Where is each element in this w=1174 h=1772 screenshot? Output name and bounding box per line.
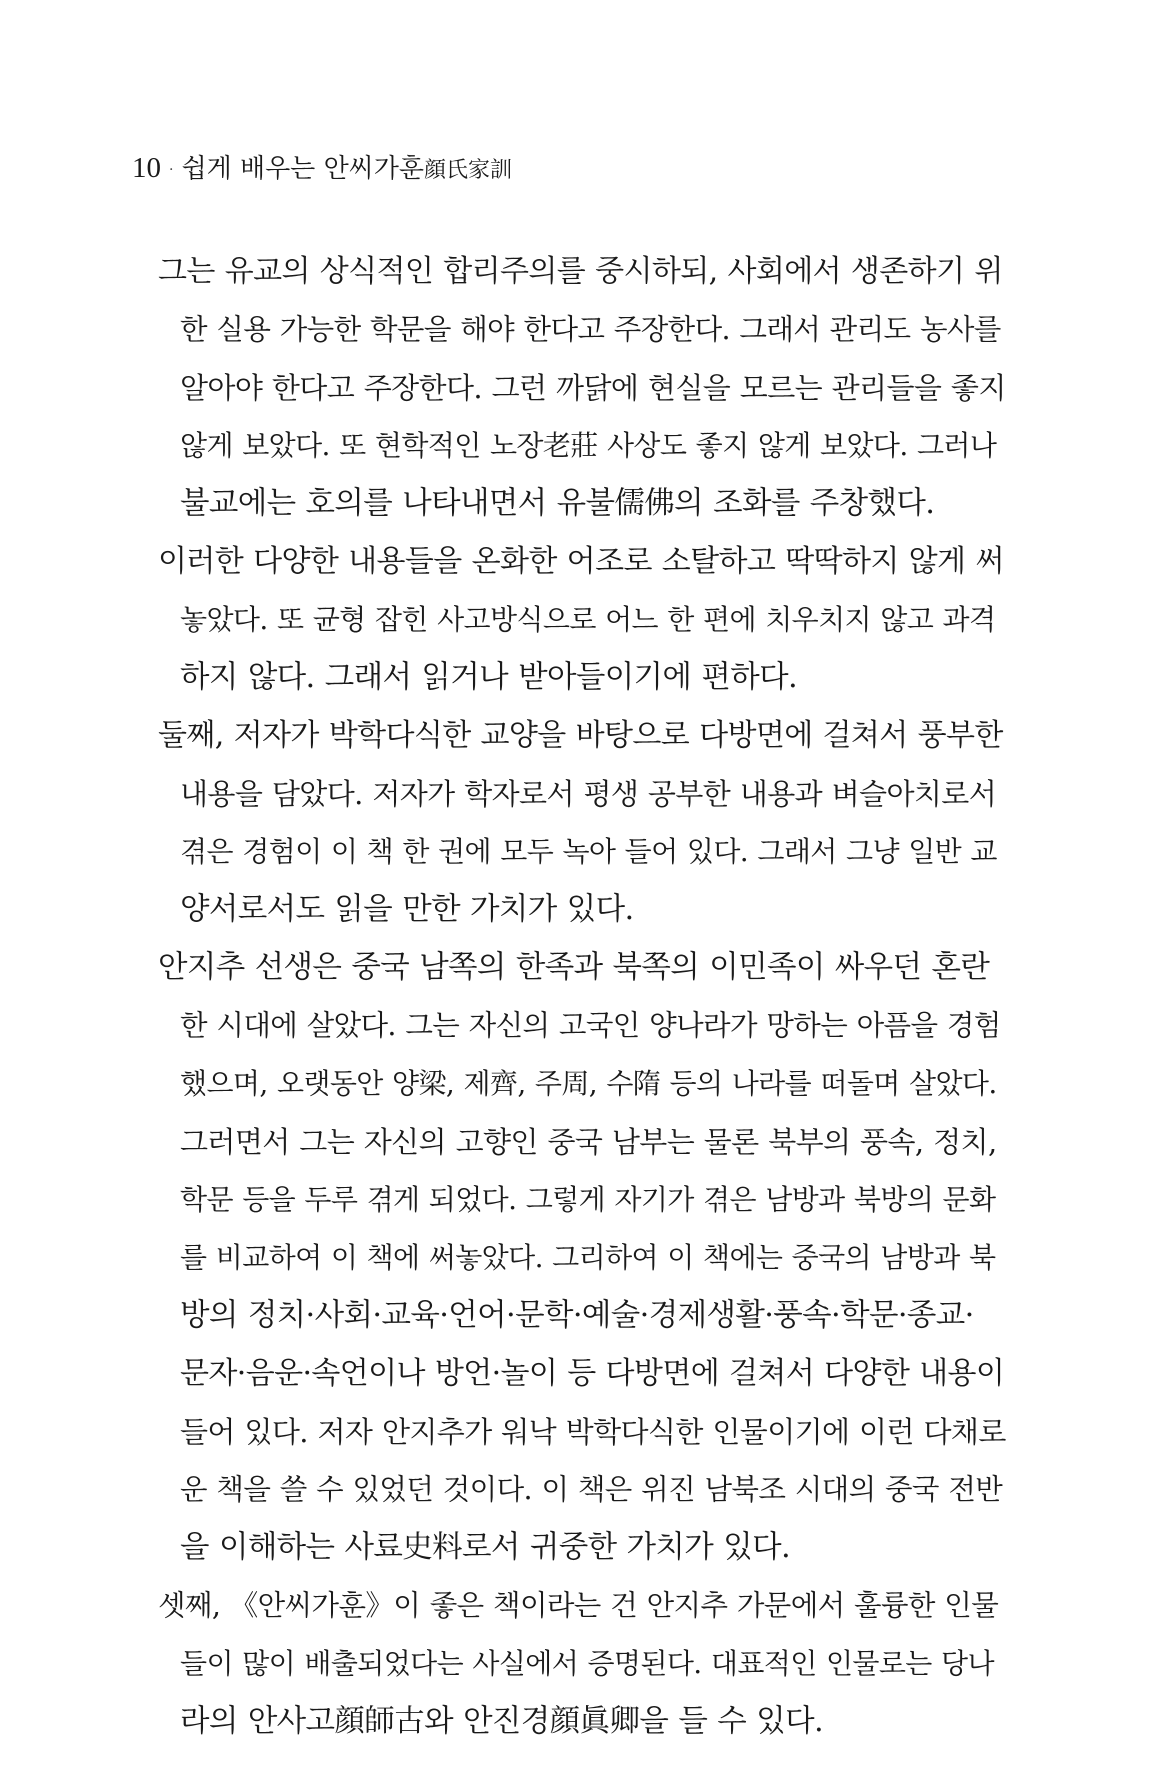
- text-line: 한 시대에 살았다. 그는 자신의 고국인 양나라가 망하는 아픔을 경험: [180, 1009, 1001, 1042]
- text-line: 불교에는 호의를 나타내면서 유불儒佛의 조화를 주창했다.: [180, 486, 935, 521]
- text-line: 를 비교하여 이 책에 써놓았다. 그리하여 이 책에는 중국의 남방과 북: [180, 1241, 996, 1274]
- text-line: 안지추 선생은 중국 남쪽의 한족과 북쪽의 이민족이 싸우던 혼란: [158, 950, 990, 985]
- running-head-separator: ·: [169, 162, 174, 178]
- body-text: [158, 243, 1008, 1751]
- text-line: 한 실용 가능한 학문을 해야 한다고 주장한다. 그래서 관리도 농사를: [180, 313, 1001, 346]
- running-head: [132, 148, 512, 191]
- text-line: 놓았다. 또 균형 잡힌 사고방식으로 어느 한 편에 치우치지 않고 과격: [180, 603, 996, 636]
- text-line: 내용을 담았다. 저자가 학자로서 평생 공부한 내용과 벼슬아치로서: [180, 777, 997, 811]
- text-line: 셋째, 《안씨가훈》이 좋은 책이라는 건 안지추 가문에서 훌륭한 인물: [158, 1589, 999, 1622]
- text-line: 을 이해하는 사료史料로서 귀중한 가치가 있다.: [180, 1530, 791, 1565]
- page-number: 10: [132, 152, 161, 184]
- text-line: 않게 보았다. 또 현학적인 노장老莊 사상도 좋지 않게 보았다. 그러나: [180, 429, 997, 462]
- text-line: 하지 않다. 그래서 읽거나 받아들이기에 편하다.: [180, 660, 798, 695]
- text-line: 그러면서 그는 자신의 고향인 중국 남부는 물론 북부의 풍속, 정치,: [180, 1125, 997, 1159]
- text-line: 했으며, 오랫동안 양梁, 제齊, 주周, 수隋 등의 나라를 떠돌며 살았다.: [180, 1067, 997, 1100]
- text-line: 그는 유교의 상식적인 합리주의를 중시하되, 사회에서 생존하기 위: [158, 254, 1003, 289]
- text-line: 둘째, 저자가 박학다식한 교양을 바탕으로 다방면에 걸쳐서 풍부한: [158, 718, 1003, 753]
- text-line: 라의 안사고顔師古와 안진경顔眞卿을 들 수 있다.: [180, 1704, 824, 1739]
- text-line: 들어 있다. 저자 안지추가 워낙 박학다식한 인물이기에 이런 다채로: [180, 1415, 1006, 1449]
- text-line: 들이 많이 배출되었다는 사실에서 증명된다. 대표적인 인물로는 당나: [180, 1647, 994, 1680]
- book-title-hanja: 顔氏家訓: [424, 158, 513, 183]
- text-line: 운 책을 쓸 수 있었던 것이다. 이 책은 위진 남북조 시대의 중국 전반: [180, 1473, 1003, 1506]
- text-line: 겪은 경험이 이 책 한 권에 모두 녹아 들어 있다. 그래서 그냥 일반 교: [180, 835, 997, 868]
- paragraph: [158, 707, 1008, 939]
- paragraph: [158, 533, 1008, 707]
- text-line: 양서로서도 읽을 만한 가치가 있다.: [180, 892, 634, 927]
- paragraph: [158, 243, 1008, 533]
- text-line: 이러한 다양한 내용들을 온화한 어조로 소탈하고 딱딱하지 않게 써: [158, 544, 1004, 579]
- text-line: 방의 정치·사회·교육·언어·문학·예술·경제생활·풍속·학문·종교·: [180, 1298, 974, 1333]
- book-title: 쉽게 배우는 안씨가훈: [181, 154, 425, 184]
- text-line: 학문 등을 두루 겪게 되었다. 그렇게 자기가 겪은 남방과 북방의 문화: [180, 1183, 996, 1216]
- text-line: 문자·음운·속언이나 방언·놀이 등 다방면에 걸쳐서 다양한 내용이: [180, 1356, 1005, 1391]
- paragraph: [158, 1577, 1008, 1751]
- text-line: 알아야 한다고 주장한다. 그런 까닭에 현실을 모르는 관리들을 좋지: [180, 371, 1006, 405]
- paragraph: [158, 939, 1008, 1577]
